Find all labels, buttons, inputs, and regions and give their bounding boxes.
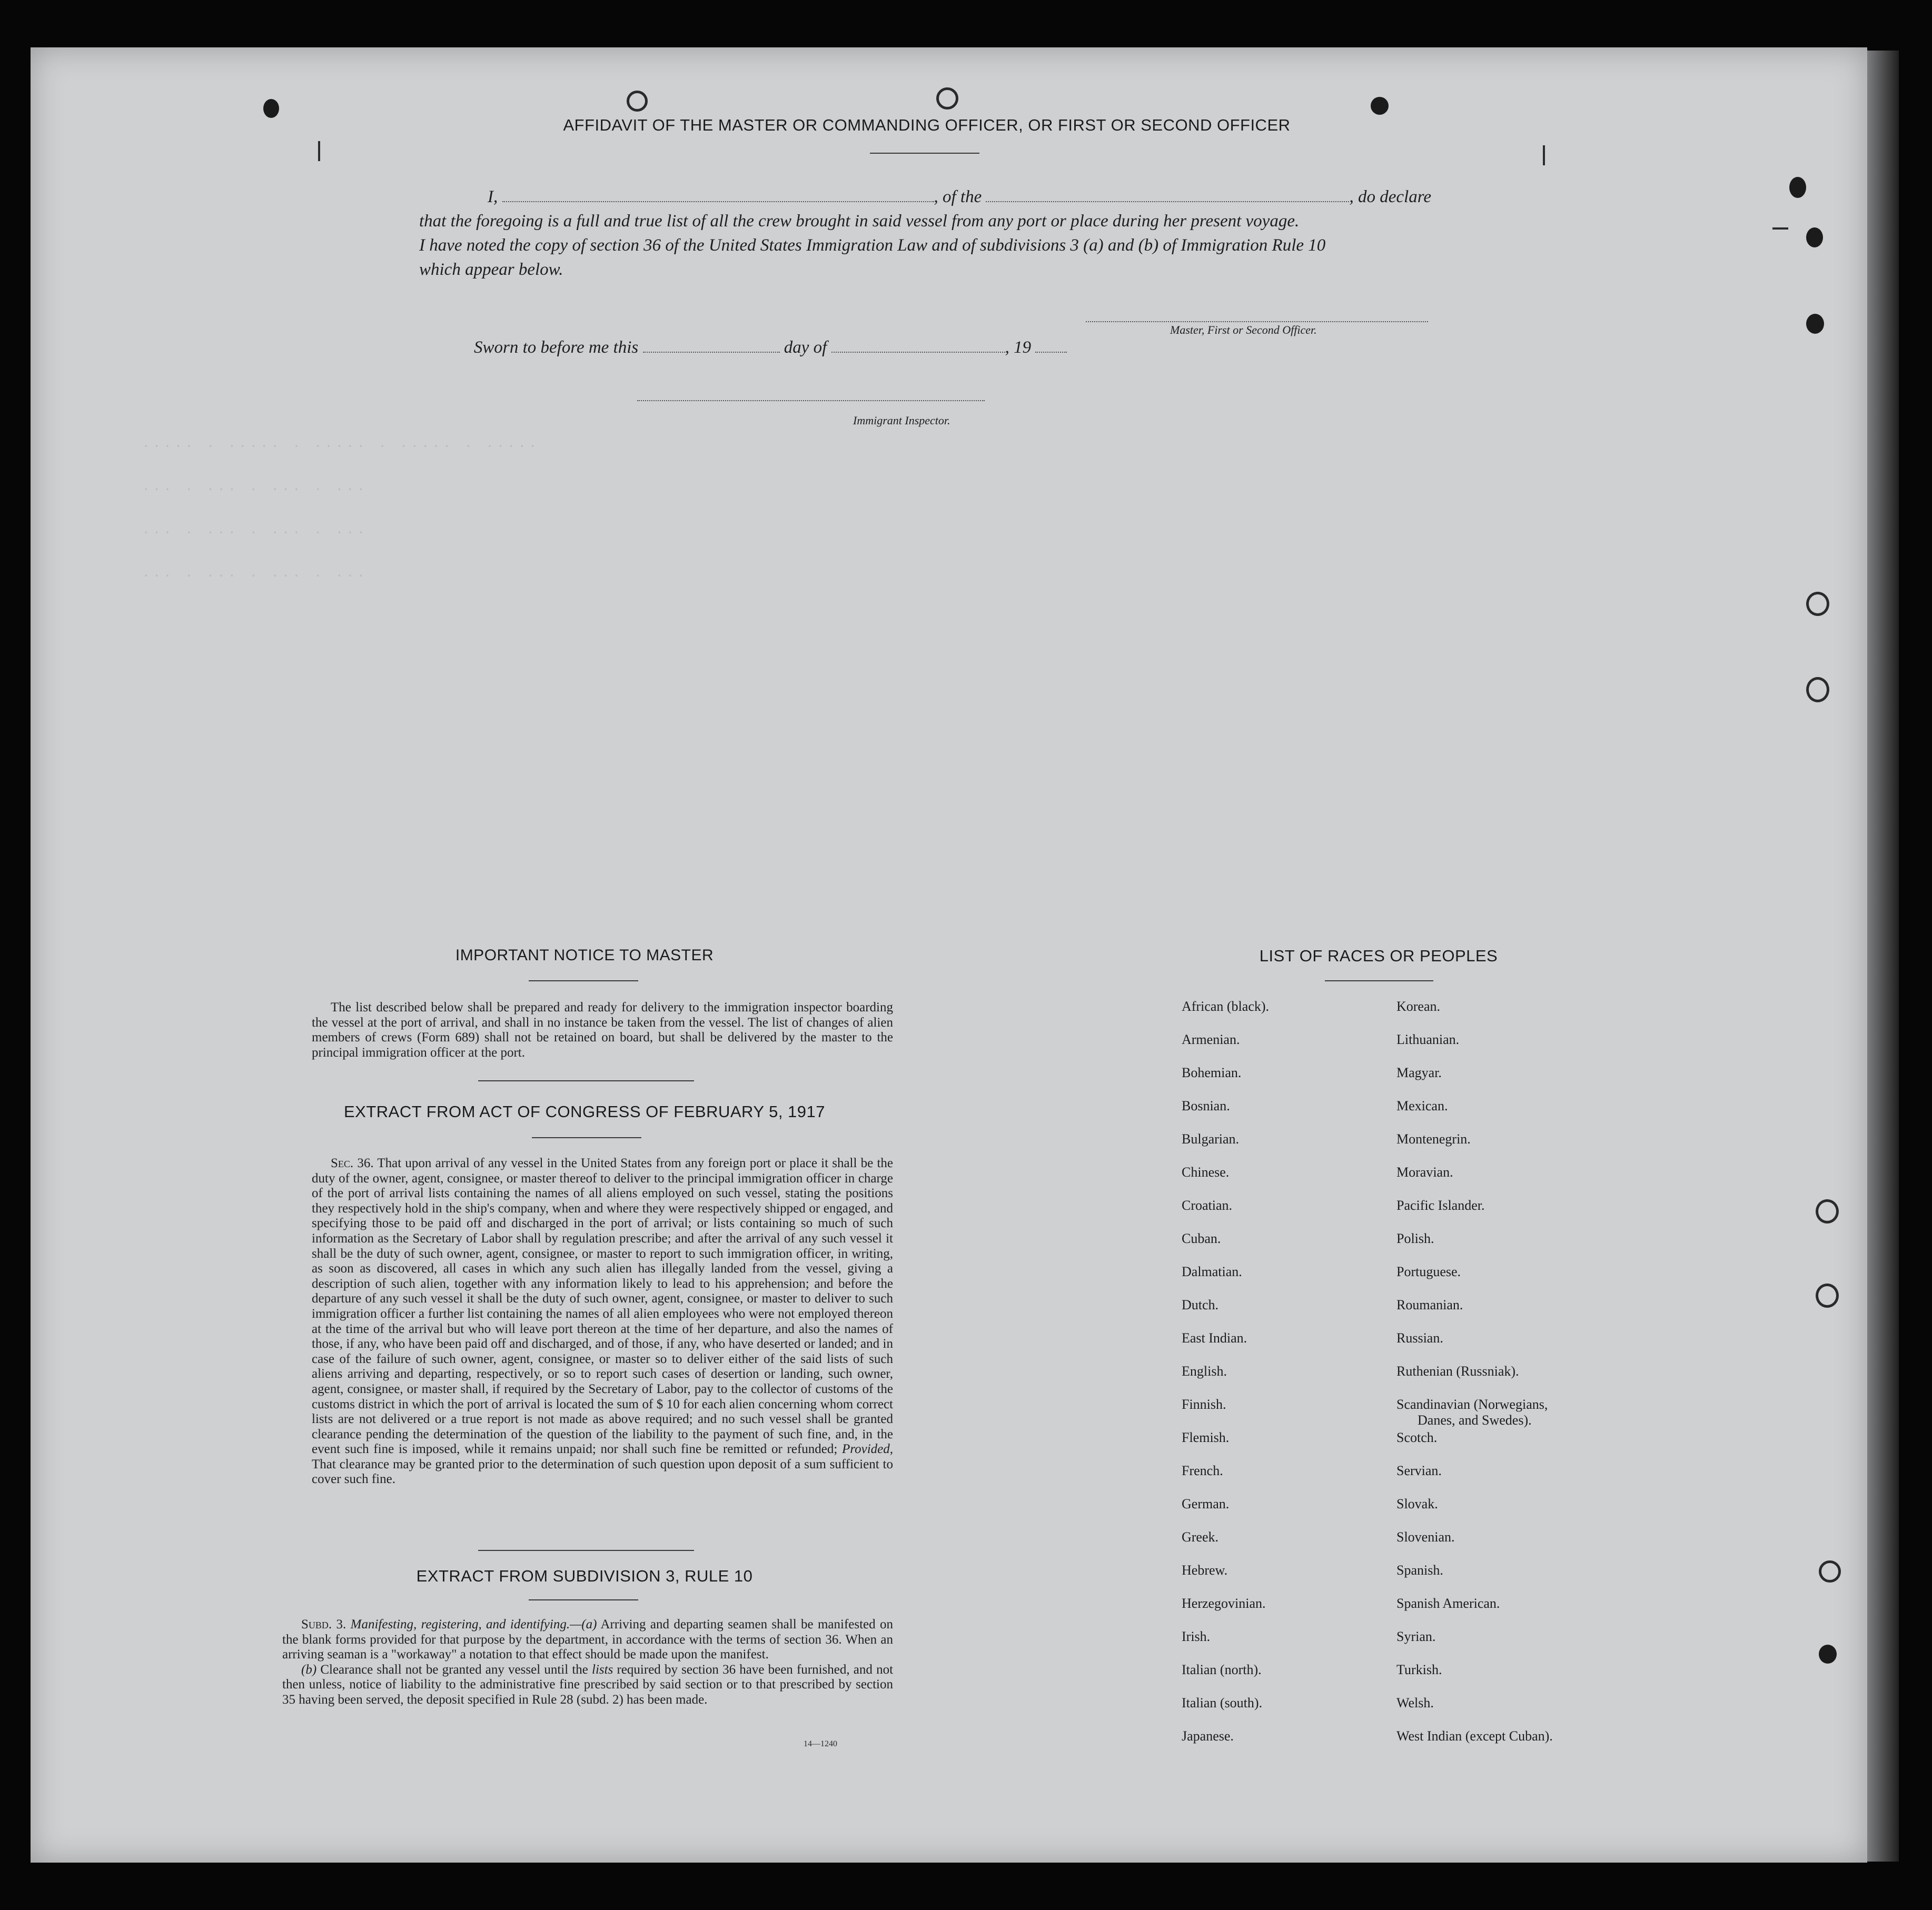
act-text-start: That upon arrival of any vessel in the United States from any foreign port or place it shall be the duty of the owner, agent, consignee, or master thereof to deliver to the principal immigration officer in charge of the port of arrival lists containing the names of all aliens employed on such vessel, stating the positions they respectively hold in the ship's company, when and where they were respectively shipped or engaged, and specifying those to be paid off and discharged in the port of arrival; or lists containing so much of such information as the Secretary of Labor shall by regulation prescribe; and after the arrival of any such vessel it shall be the duty of such owner, agent, consignee, or master to report to such immigration officer, in writing, as soon as discovered, all cases in which any such alien has illegally landed from the vessel, giving a description of such alien, together with any information likely to lead to his apprehension; and before the departure of any such vessel it shall be the duty of such owner, agent, consignee, or master to deliver to such immigration officer a further list containing the names of all alien employees who were not employed thereon at the time of the arrival but who will leave port thereon at the time of her departure, and also the names of those, if any, who have been paid off and discharged, and of those, if any, who have deserted or landed; and in case of the failure of such owner, agent, consignee, or master so to deliver either of the said lists of such aliens arriving and departing, respectively, or so to report such cases of desertion or landing, such owner, agent, consignee, or master shall, if required by the Secretary of Labor, pay to the collector of customs of the customs district in which the port of arrival is located the sum of $ 10 for each alien concerning whom correct lists are not delivered or a true report is not made as above required; and no such vessel shall be granted clearance pending the determination of the question of the liability to the payment of such fine, and, in the event such fine is imposed, while it remains unpaid; nor shall such fine be remitted or refunded; [312, 1156, 893, 1457]
form-number: 14—1240 [804, 1739, 837, 1748]
race-item: Russian. [1396, 1330, 1443, 1346]
rule-paragraph-a [282, 1617, 893, 1663]
punch-hole [627, 91, 648, 112]
race-item: Portuguese. [1396, 1264, 1461, 1279]
sworn-prefix: Sworn to before me this [474, 338, 639, 357]
race-item: Bohemian. [1182, 1065, 1242, 1080]
race-item: Ruthenian (Russniak). [1396, 1364, 1519, 1379]
section-divider [478, 1080, 694, 1081]
affidavit-declaration-line [419, 187, 1433, 207]
affidavit-text-line: that the foregoing is a full and true list of all the crew brought in said vessel from any port or place during her present voyage. [419, 212, 1300, 231]
rule-text-a: Arriving and departing seamen shall be manifested on the blank forms provided for that purpose by the department, in accordance with the terms of section 36. When an arriving seaman is a "workaway" a notation to that effect should be made upon the manifest. [282, 1617, 893, 1662]
rule-b-label: (b) [301, 1662, 317, 1677]
race-item: Herzegovinian. [1182, 1596, 1266, 1611]
punch-hole [1819, 1560, 1841, 1583]
subd-title: Manifesting, registering, and identifying.—(a) [350, 1617, 597, 1632]
sworn-month-field[interactable] [831, 338, 1005, 353]
inspector-caption: Immigrant Inspector. [853, 414, 950, 427]
affidavit-text-line: I have noted the copy of section 36 of the United States Immigration Law and of subdivisions 3 (a) and (b) of Immigration Rule 10 [419, 236, 1326, 255]
race-item: West Indian (except Cuban). [1396, 1728, 1553, 1744]
act-paragraph [312, 1156, 893, 1487]
punch-hole [1816, 1199, 1839, 1223]
race-item: Slovenian. [1396, 1529, 1455, 1545]
sworn-day-field[interactable] [643, 338, 780, 353]
affidavit-heading: AFFIDAVIT OF THE MASTER OR COMMANDING OFFICER, OR FIRST OR SECOND OFFICER [563, 116, 1291, 134]
race-item: Hebrew. [1182, 1563, 1228, 1578]
stray-mark [1772, 227, 1788, 230]
show-through-text: ····· · ····· · ····· · ····· · ····· ··· · ··· · ··· · ··· ··· · ··· · ··· · ··· ··· · ··· · ··· · ··· [142, 440, 540, 583]
sworn-line [474, 338, 1127, 357]
heading-rule [1325, 980, 1433, 981]
race-item: Italian (north). [1182, 1662, 1262, 1677]
punch-hole [1806, 314, 1824, 334]
race-item: Mexican. [1396, 1098, 1448, 1113]
affidavit-text-line: which appear below. [419, 260, 563, 279]
race-item: Croatian. [1182, 1198, 1233, 1213]
punch-hole [936, 87, 958, 110]
punch-hole [1819, 1645, 1837, 1664]
act-section-label: Sec. 36. [331, 1156, 374, 1170]
notice-body [312, 1000, 893, 1060]
race-item: Turkish. [1396, 1662, 1442, 1677]
race-item: Japanese. [1182, 1728, 1234, 1744]
race-item-line: Scandinavian (Norwegians, [1396, 1397, 1548, 1412]
race-item: French. [1182, 1463, 1223, 1478]
act-body [312, 1156, 893, 1487]
heading-rule [870, 153, 979, 154]
rule-paragraph-b [282, 1663, 893, 1708]
race-item: Armenian. [1182, 1032, 1240, 1047]
race-item: Irish. [1182, 1629, 1211, 1644]
races-heading: LIST OF RACES OR PEOPLES [1259, 947, 1498, 965]
notice-paragraph: The list described below shall be prepared and ready for delivery to the immigration inspector boarding the vessel at the port of arrival, and shall in no instance be taken from the vessel. The list of changes of alien members of crews (Form 689) shall not be retained on board, but shall be delivered by the master to the principal immigration officer at the port. [312, 1000, 893, 1060]
act-text-end: That clearance may be granted prior to the determination of such question upon deposit of a sum sufficient to cover such fine. [312, 1457, 893, 1487]
punch-hole [1816, 1284, 1839, 1308]
race-item: East Indian. [1182, 1330, 1247, 1346]
act-heading: EXTRACT FROM ACT OF CONGRESS OF FEBRUARY 5, 1917 [343, 1102, 826, 1121]
rule-heading: EXTRACT FROM SUBDIVISION 3, RULE 10 [416, 1567, 753, 1585]
race-item: Bulgarian. [1182, 1131, 1240, 1147]
heading-rule [529, 980, 638, 981]
race-item: Moravian. [1396, 1165, 1453, 1180]
race-item: Flemish. [1182, 1430, 1230, 1445]
race-item [1396, 1397, 1553, 1430]
race-item: English. [1182, 1364, 1227, 1379]
race-item: Slovak. [1396, 1496, 1438, 1511]
rule-text-b1: Clearance shall not be granted any vessel until the [320, 1662, 588, 1677]
heading-rule [532, 1137, 641, 1138]
race-item: German. [1182, 1496, 1230, 1511]
section-divider [478, 1550, 694, 1551]
signer-caption: Master, First or Second Officer. [1170, 323, 1317, 336]
sworn-year-field[interactable] [1035, 338, 1067, 353]
race-item: Chinese. [1182, 1165, 1230, 1180]
race-item: Italian (south). [1182, 1695, 1263, 1710]
race-item: Magyar. [1396, 1065, 1442, 1080]
race-item: Montenegrin. [1396, 1131, 1471, 1147]
race-item: Korean. [1396, 999, 1441, 1014]
act-provided: Provided, [842, 1442, 894, 1457]
vessel-name-field[interactable] [986, 187, 1349, 202]
stray-mark [318, 141, 320, 161]
race-item: Welsh. [1396, 1695, 1434, 1710]
races-left-column [1182, 999, 1269, 1762]
punch-hole [1806, 227, 1823, 247]
race-item: Spanish American. [1396, 1596, 1500, 1611]
race-item: Spanish. [1396, 1563, 1443, 1578]
punch-hole [1789, 177, 1806, 198]
notice-heading: IMPORTANT NOTICE TO MASTER [455, 947, 714, 964]
race-item: Finnish. [1182, 1397, 1226, 1412]
punch-hole [1371, 97, 1389, 115]
sworn-day-of: day of [784, 338, 827, 357]
race-item-line: Danes, and Swedes). [1418, 1412, 1532, 1428]
punch-hole [263, 99, 279, 118]
inspector-signature-field[interactable] [637, 386, 985, 401]
affidavit-i-label: I, [488, 187, 498, 206]
stray-mark [1543, 145, 1545, 165]
race-item: Cuban. [1182, 1231, 1221, 1246]
punch-hole [1806, 677, 1829, 702]
race-item: Syrian. [1396, 1629, 1436, 1644]
race-item: Lithuanian. [1396, 1032, 1460, 1047]
heading-rule [529, 1599, 638, 1600]
race-item: Bosnian. [1182, 1098, 1230, 1113]
punch-hole [1806, 592, 1829, 616]
subd-label: Subd. 3. [301, 1617, 346, 1632]
race-item: Servian. [1396, 1463, 1442, 1478]
rule-text-lists: lists [592, 1662, 613, 1677]
rule-text-b2: required by section 36 have been furnished, and not then unless, notice of liability to the administrative fine prescribed by said section or to that prescribed by section 35 having been served, the deposit specified in Rule 28 (subd. 2) has been made. [282, 1662, 894, 1707]
master-signature-field[interactable] [1086, 307, 1428, 322]
race-item: Dalmatian. [1182, 1264, 1242, 1279]
rule-body [282, 1617, 893, 1708]
race-item: Pacific Islander. [1396, 1198, 1485, 1213]
race-item: Polish. [1396, 1231, 1434, 1246]
races-right-column [1396, 999, 1553, 1762]
affidavit-do-declare: , do declare [1349, 187, 1431, 206]
sheet-edge-shadow [1867, 51, 1899, 1862]
affidavit-of-the: , of the [934, 187, 982, 206]
sworn-year-prefix: , 19 [1005, 338, 1032, 357]
race-item: Scotch. [1396, 1430, 1438, 1445]
race-item: Dutch. [1182, 1297, 1219, 1312]
race-item: Roumanian. [1396, 1297, 1463, 1312]
officer-name-field[interactable] [502, 187, 934, 202]
race-item: African (black). [1182, 999, 1270, 1014]
race-item: Greek. [1182, 1529, 1219, 1545]
